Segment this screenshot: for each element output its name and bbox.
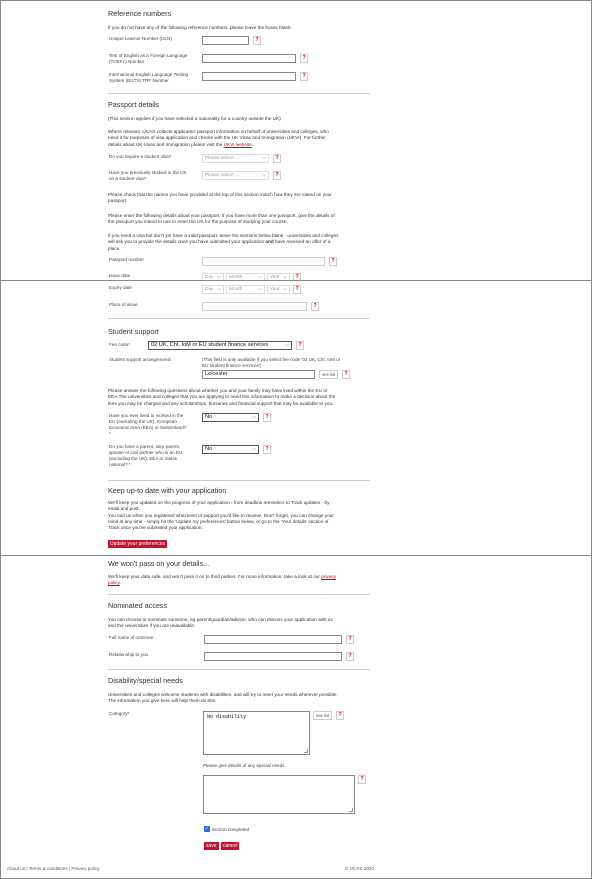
divider	[108, 669, 370, 670]
terms-link[interactable]: Terms & conditions	[28, 866, 68, 871]
nominated-text: You can choose to nominate someone, eg parent/guardian/adviser, who can discuss your application with us and the universities if you are unavailable.	[108, 617, 333, 629]
help-icon[interactable]: ?	[296, 341, 304, 350]
divider	[108, 93, 370, 94]
help-icon[interactable]: ?	[273, 154, 281, 163]
chevron-down-icon: ⌵	[283, 286, 287, 292]
parent-eu-label: Do you have a parent, step-parent, spouse or civil partner who is an EU (excluding the UK), EEA or Swiss national? *	[109, 444, 183, 467]
passport-info: Where relevant, UCAS collects applicants' passport information on behalf of universities and colleges, who need it for purposes of visa application and checks with the UK Visas and Immigration (UKVI). For further details about UK Visas and Immigration please visit the UKVI website.	[108, 129, 329, 147]
toefl-label: Test of English as a Foreign Language (TOEFL) Number	[109, 53, 188, 64]
cancel-button[interactable]: cancel	[223, 843, 238, 849]
expiry-date-label: Expiry date	[109, 285, 132, 290]
see-list-button[interactable]: see list	[319, 370, 338, 379]
chevron-down-icon: ⌵	[258, 286, 262, 292]
nominated-heading: Nominated access	[108, 601, 168, 610]
expiry-year-select[interactable]: Year ⌵	[267, 285, 290, 294]
chevron-down-icon: ⌵	[262, 172, 266, 178]
help-icon[interactable]: ?	[311, 302, 319, 311]
relationship-input[interactable]	[204, 652, 342, 661]
no-pass-text: We'll keep your data safe, and won't pass it on to third parties. For more information, take a look at our privacy policy.	[108, 574, 337, 586]
see-list-button[interactable]: see list	[313, 711, 332, 720]
privacy-link[interactable]: Privacy policy	[71, 866, 100, 871]
visa-need-text: If you need a visa but don't yet have a valid passport, leave the sections below blank - universities and colleges will ask you to provide the details once you have submitted your application and have received an offer of a place.	[108, 233, 339, 251]
visa-label: Do you require a student visa?	[109, 154, 172, 159]
arrangements-label: Student support arrangements	[109, 357, 172, 362]
relationship-label: Relationship to you	[109, 652, 149, 657]
chevron-down-icon: ⌵	[283, 274, 287, 280]
passport-note: (This section applies if you have selected a nationality for a country outside the UK)	[108, 116, 281, 121]
divider	[108, 480, 370, 481]
copyright: © UCAS 2020	[345, 866, 374, 871]
special-needs-label: Please give details of any special needs.	[203, 763, 286, 768]
chevron-down-icon: ⌵	[262, 155, 266, 161]
category-textarea[interactable]: No disability	[203, 711, 310, 755]
support-heading: Student support	[108, 327, 159, 336]
reference-intro: If you do not have any of the following reference numbers, please leave the boxes blank:	[108, 25, 292, 30]
help-icon[interactable]: ?	[263, 413, 271, 422]
expiry-month-select[interactable]: Month ⌵	[226, 285, 265, 294]
fee-code-select[interactable]: 02 UK, ChI, IoM or EU student finance services ⌵	[148, 341, 292, 350]
lived-eu-select[interactable]: No ⌵	[202, 413, 259, 422]
check-names-text: Please check that the names you have provided at the top of this section match how they are stated on your passport.	[108, 192, 332, 204]
chevron-down-icon: ⌵	[285, 342, 289, 348]
help-icon[interactable]: ?	[329, 257, 337, 266]
ukvi-link[interactable]: UKVI website	[223, 141, 252, 147]
help-icon[interactable]: ?	[293, 285, 301, 294]
issue-year-select[interactable]: Year ⌵	[267, 273, 290, 281]
toefl-input[interactable]	[202, 54, 296, 63]
no-pass-heading: We won't pass on your details...	[108, 559, 210, 568]
save-button[interactable]: save	[206, 843, 217, 849]
arrangements-note: (This field is only available if you select fee code '02 UK, ChI, IoM or EU student finance services')	[202, 357, 341, 368]
help-icon[interactable]: ?	[263, 445, 271, 454]
help-icon[interactable]: ?	[346, 652, 354, 661]
uln-label: Unique Learner Number (ULN)	[109, 36, 172, 41]
nominee-name-label: Full name of nominee	[109, 635, 154, 640]
category-label: Category*	[109, 711, 130, 716]
divider	[108, 594, 370, 595]
resize-handle[interactable]	[349, 808, 353, 812]
chevron-down-icon: ⌵	[252, 446, 256, 452]
issue-day-select[interactable]: Day ⌵	[202, 273, 224, 281]
visa-select[interactable]: Please select ... ⌵	[202, 154, 269, 163]
passport-panel	[0, 0, 592, 281]
eu-questions-text: Please answer the following questions about whether you and your family may have lived within the EU or EEA.The universities and colleges that you are applying to need this information to make a decision about the fees you may be charged and any scholarships, bursaries and financial support that may be available to you.	[108, 388, 336, 406]
chevron-down-icon: ⌵	[217, 274, 221, 280]
about-link[interactable]: About us	[7, 866, 26, 871]
place-of-issue-input[interactable]	[202, 302, 307, 311]
parent-eu-select[interactable]: No ⌵	[202, 445, 259, 454]
lived-eu-label: Have you ever lived or worked in the EU (excluding the UK), European Economic Area (EEA) or Switzerland? *	[109, 413, 187, 436]
nominee-name-input[interactable]	[204, 635, 342, 644]
help-icon[interactable]: ?	[273, 171, 281, 180]
passport-number-label: Passport number	[109, 257, 144, 262]
help-icon[interactable]: ?	[342, 370, 350, 379]
issue-month-select[interactable]: Month ⌵	[226, 273, 265, 281]
chevron-down-icon: ⌵	[258, 274, 262, 280]
support-panel	[0, 280, 592, 556]
passport-number-input[interactable]	[202, 257, 325, 266]
resize-handle[interactable]	[304, 749, 308, 753]
arrangements-input[interactable]: Leicester	[202, 370, 315, 379]
studied-label: Have you previously studied in the UK on a student visa?	[109, 170, 187, 181]
help-icon[interactable]: ?	[346, 635, 354, 644]
studied-select[interactable]: Please select ... ⌵	[202, 171, 269, 180]
ielts-input[interactable]	[202, 72, 296, 81]
disability-heading: Disability/special needs	[108, 676, 183, 685]
reference-heading: Reference numbers	[108, 9, 172, 18]
section-completed-label: section completed	[212, 827, 250, 832]
nominee-panel	[0, 555, 592, 879]
keep-updated-heading: Keep up-to date with your application	[108, 486, 227, 495]
disability-text: Universities and colleges welcome students with disabilities, and will try to meet your needs wherever possible. The information you give here will help them do this.	[108, 692, 338, 704]
keep-updated-text: We'll keep you updated on the progress of your application - from deadline reminders to Track updates - by email and post. You told us when you registered what level of support you'd like to receive. Don't forget, you can change your mind at any time - simply hit the 'Update my preferences' button below, or go to the 'Your details' section of Track once you've submitted your application.	[108, 500, 334, 531]
section-completed-checkbox[interactable]: ✓	[204, 826, 210, 832]
help-icon[interactable]: ?	[253, 36, 261, 45]
update-preferences-button[interactable]: Update your preferences	[110, 541, 166, 547]
privacy-policy-link[interactable]: policy	[108, 580, 120, 586]
passport-heading: Passport details	[108, 100, 160, 109]
privacy-policy-link[interactable]: privacy	[321, 574, 337, 579]
help-icon[interactable]: ?	[358, 775, 366, 784]
chevron-down-icon: ⌵	[217, 286, 221, 292]
help-icon[interactable]: ?	[300, 72, 308, 81]
divider	[108, 318, 370, 319]
help-icon[interactable]: ?	[293, 273, 301, 281]
expiry-day-select[interactable]: Day ⌵	[202, 285, 224, 294]
enter-details-text: Please enter the following details about your passport. If you have more than one passport, give the details of the passport you intend to use to enter the UK for the purpose of studying your course.	[108, 213, 335, 225]
special-needs-textarea[interactable]	[203, 775, 355, 814]
chevron-down-icon: ⌵	[252, 414, 256, 420]
place-of-issue-label: Place of issue	[109, 302, 138, 307]
uln-input[interactable]	[202, 36, 249, 45]
help-icon[interactable]: ?	[336, 711, 344, 720]
footer-links: About us | Terms & conditions | Privacy policy	[7, 866, 100, 871]
issue-date-label: Issue date	[109, 273, 131, 278]
ielts-label: International English Language Testing System (IELTS) TRF Number	[109, 72, 189, 83]
fee-code-label: Fee code*	[109, 342, 130, 347]
help-icon[interactable]: ?	[300, 54, 308, 63]
